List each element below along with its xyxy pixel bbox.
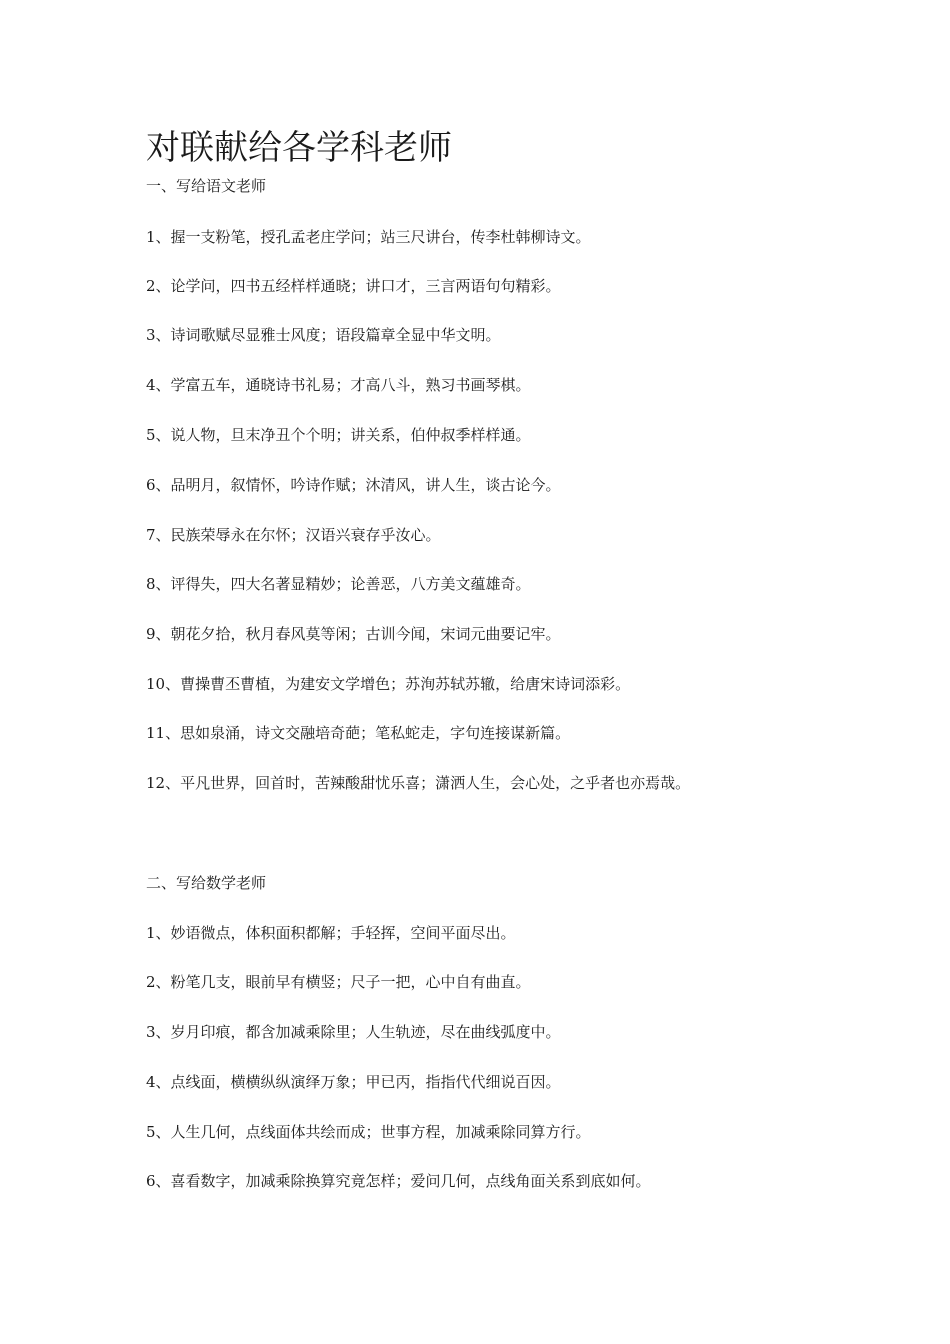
couplet-line: 11、思如泉涌，诗文交融培奇葩；笔私蛇走，字句连接谋新篇。 (146, 724, 571, 742)
couplet-line: 4、学富五车，通晓诗书礼易；才高八斗，熟习书画琴棋。 (146, 376, 531, 394)
couplet-line: 7、民族荣辱永在尔怀；汉语兴衰存乎汝心。 (146, 526, 441, 544)
couplet-line: 10、曹操曹丕曹植，为建安文学增色；苏洵苏轼苏辙，给唐宋诗词添彩。 (146, 675, 631, 693)
section-heading-math: 二、写给数学老师 (146, 874, 267, 892)
couplet-line: 4、点线面，横横纵纵演绎万象；甲已丙，指指代代细说百因。 (146, 1073, 561, 1091)
couplet-line: 2、论学问，四书五经样样通晓；讲口才，三言两语句句精彩。 (146, 277, 561, 295)
couplet-line: 3、岁月印痕，都含加减乘除里；人生轨迹，尽在曲线弧度中。 (146, 1023, 561, 1041)
couplet-line: 5、说人物，旦末净丑个个明；讲关系，伯仲叔季样样通。 (146, 426, 531, 444)
couplet-line: 6、喜看数字，加减乘除换算究竟怎样；爱问几何，点线角面关系到底如何。 (146, 1172, 651, 1190)
couplet-line: 1、握一支粉笔，授孔孟老庄学问；站三尺讲台，传李杜韩柳诗文。 (146, 228, 591, 246)
couplet-line: 12、平凡世界，回首时，苦辣酸甜忧乐喜；潇洒人生，会心处，之乎者也亦焉哉。 (146, 774, 691, 792)
section-heading-chinese: 一、写给语文老师 (146, 177, 267, 195)
couplet-line: 9、朝花夕拾，秋月春风莫等闲；古训今闻，宋词元曲要记牢。 (146, 625, 561, 643)
couplet-line: 2、粉笔几支，眼前早有横竖；尺子一把，心中自有曲直。 (146, 973, 531, 991)
couplet-line: 6、品明月，叙情怀，吟诗作赋；沐清风，讲人生，谈古论今。 (146, 476, 561, 494)
document-title: 对联献给各学科老师 (146, 128, 452, 168)
couplet-line: 3、诗词歌赋尽显雅士风度；语段篇章全显中华文明。 (146, 326, 501, 344)
couplet-line: 1、妙语微点，体积面积都解；手轻挥，空间平面尽出。 (146, 924, 516, 942)
couplet-line: 8、评得失，四大名著显精妙；论善恶，八方美文蕴雄奇。 (146, 575, 531, 593)
couplet-line: 5、人生几何，点线面体共绘而成；世事方程，加减乘除同算方行。 (146, 1123, 591, 1141)
